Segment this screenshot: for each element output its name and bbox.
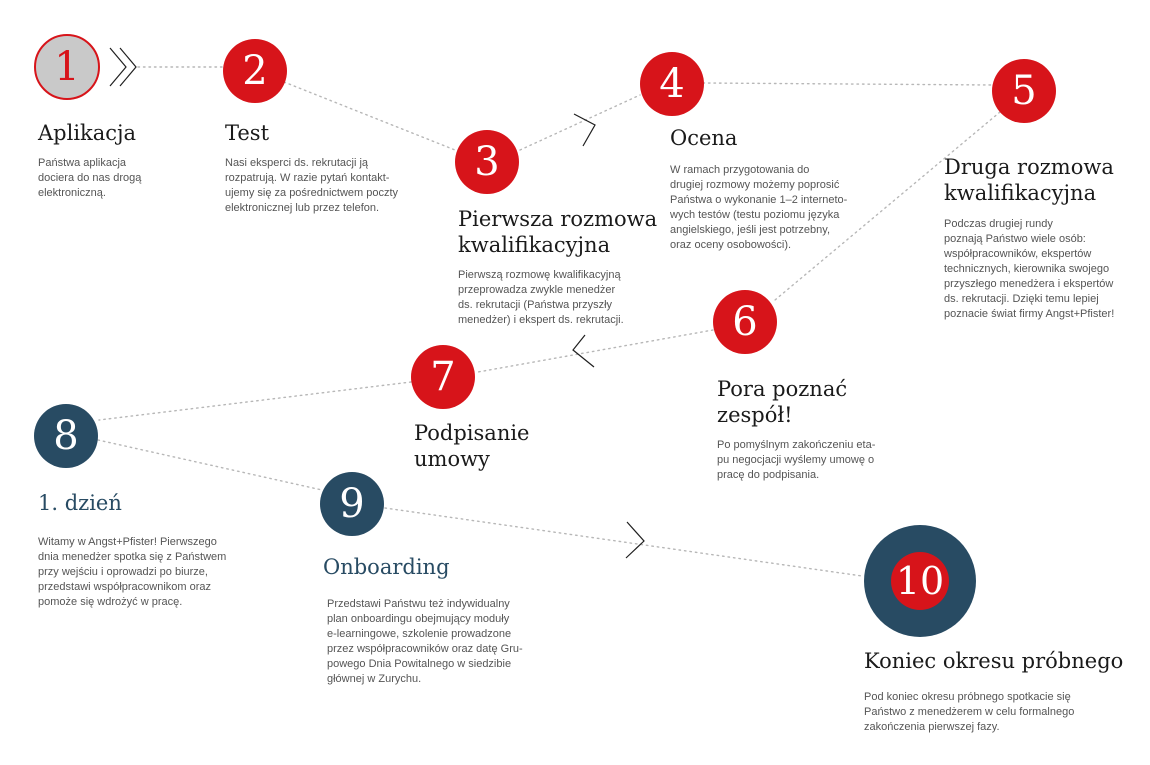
step-10-title: Koniec okresu próbnego (864, 649, 1124, 673)
step-7-circle (411, 345, 475, 409)
step-7-number: 7 (430, 354, 456, 400)
step-1-title: Aplikacja (38, 121, 137, 145)
step-8-description: Witamy w Angst+Pfister! Pierwszego dnia menedżer spotka się z Państwem przy wejściu i oprowadzi po biurze, przedstawi współpracownikom oraz pomoże się wdrożyć w pracę. (38, 536, 227, 608)
step-9-circle (320, 472, 384, 536)
step-10-outer-circle (864, 525, 976, 637)
step-8-title: 1. dzień (38, 491, 122, 515)
step-9-title: Onboarding (323, 555, 450, 579)
step-6-circle (713, 290, 777, 354)
step-5-title: Druga rozmowa kwalifikacyjna (944, 155, 1114, 205)
step-6-description: Po pomyślnym zakończeniu eta- pu negocjacji wyślemy umowę o pracę do podpisania. (717, 439, 876, 481)
step-5-description: Podczas drugiej rundy poznają Państwo wiele osób: współpracowników, ekspertów technicznych, kierownika swojego przyszłego menedżera i ekspertów ds. rekrutacji. Dzięki temu lepiej poznacie świat firmy Angst+Pfister! (944, 218, 1115, 320)
step-1-circle (34, 34, 100, 100)
step-10-number: 10 (895, 559, 945, 603)
connector-2-3 (284, 82, 455, 150)
step-5-number: 5 (1011, 68, 1037, 114)
step-3-number: 3 (474, 139, 500, 185)
step-7-title: Podpisanie umowy (414, 421, 530, 471)
connector-7-8 (99, 382, 411, 420)
step-2-circle (223, 39, 287, 103)
step-1-number: 1 (54, 44, 80, 90)
step-9-description: Przedstawi Państwu też indywidualny plan onboardingu obejmujący moduły e-learningowe, szkolenie prowadzone przez współpracowników oraz datę Gru- powego Dnia Powitalnego w siedzibie głównej w Zurychu. (327, 598, 523, 685)
chevron-right-icon (626, 522, 644, 558)
step-8-number: 8 (53, 413, 79, 459)
step-1-description: Państwa aplikacja dociera do nas drogą elektroniczną. (38, 157, 142, 199)
connector-9-10 (385, 508, 862, 576)
chevron-right-icon (110, 48, 126, 86)
chevron-right-icon (120, 48, 136, 86)
step-3-title: Pierwsza rozmowa kwalifikacyjna (458, 207, 658, 257)
connector-6-7 (478, 330, 713, 372)
step-4-description: W ramach przygotowania do drugiej rozmowy możemy poprosić Państwa o wykonanie 1–2 interneto- wych testów (testu poziomu języka angielskiego, jeśli jest potrzebny, oraz oceny osobowości). (670, 164, 848, 251)
connector-8-9 (98, 440, 322, 490)
step-2-number: 2 (242, 48, 268, 94)
step-3-circle (455, 130, 519, 194)
step-3-description: Pierwszą rozmowę kwalifikacyjną przeprowadza zwykle menedżer ds. rekrutacji (Państwa przyszły menedżer) i ekspert ds. rekrutacji. (458, 269, 624, 326)
step-10-circle (891, 552, 949, 610)
step-8-circle (34, 404, 98, 468)
step-6-number: 6 (732, 299, 758, 345)
step-9-number: 9 (339, 481, 365, 527)
step-5-circle (992, 59, 1056, 123)
step-2-description: Nasi eksperci ds. rekrutacji ją rozpatrują. W razie pytań kontakt- ujemy się za pośrednictwem poczty elektronicznej lub przez telefon. (225, 157, 399, 214)
step-2-title: Test (225, 121, 270, 145)
connector-4-5 (703, 83, 992, 85)
step-4-circle (640, 52, 704, 116)
chevron-right-icon (574, 114, 595, 146)
step-6-title: Pora poznać zespół! (717, 377, 848, 427)
connector-3-4 (520, 95, 640, 150)
chevron-left-icon (573, 335, 594, 367)
step-4-number: 4 (659, 61, 685, 107)
step-10-description: Pod koniec okresu próbnego spotkacie się Państwo z menedżerem w celu formalnego zakończenia pierwszej fazy. (864, 691, 1075, 733)
step-4-title: Ocena (670, 126, 738, 150)
